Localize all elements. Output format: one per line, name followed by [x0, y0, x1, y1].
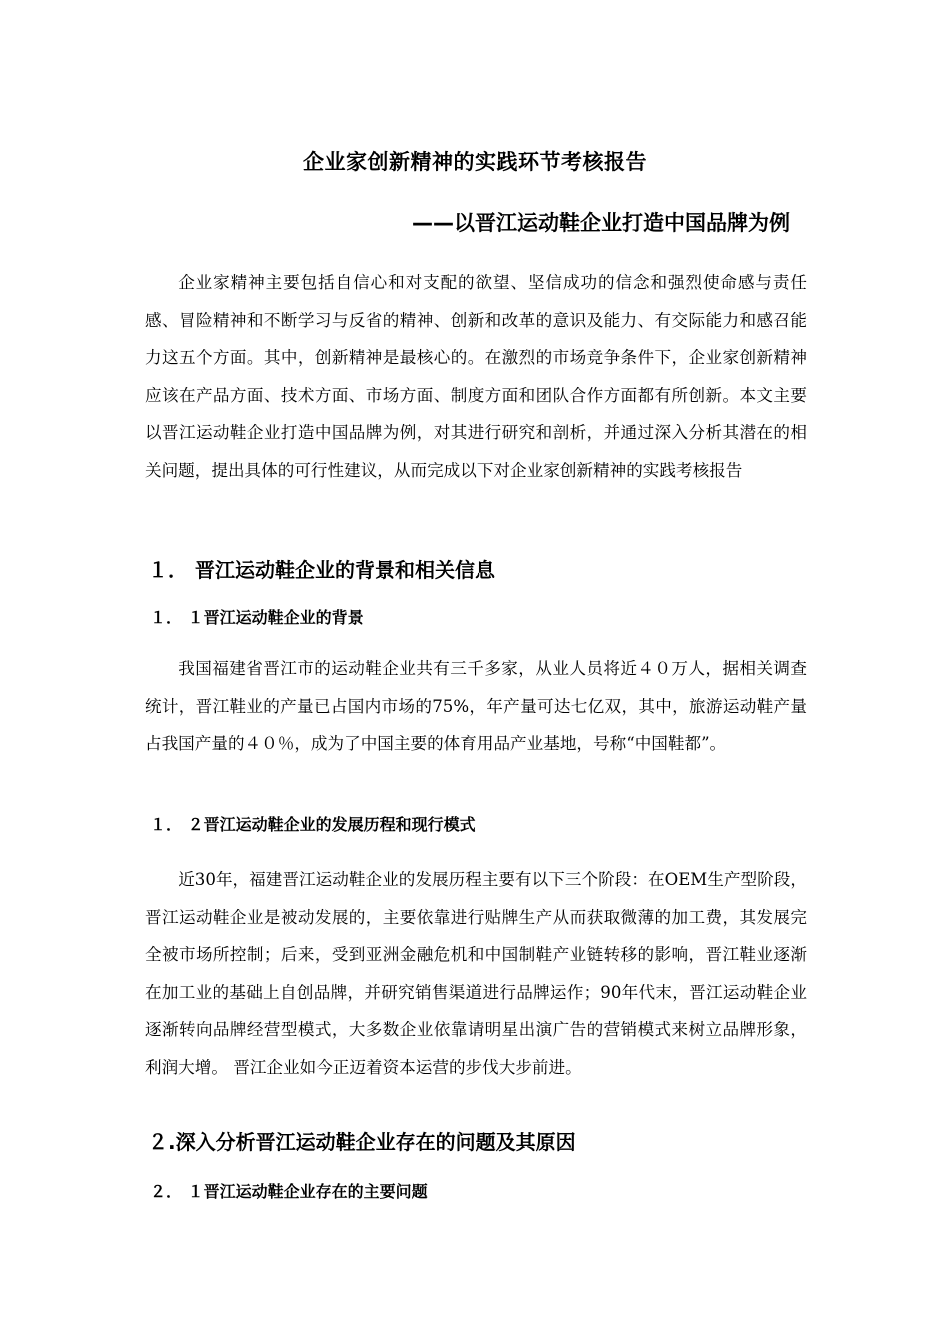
section-1-1-heading: １． １晋江运动鞋企业的背景	[150, 608, 364, 627]
section-1-2-heading: １． ２晋江运动鞋企业的发展历程和现行模式	[150, 815, 476, 834]
section-1-2-paragraph: 近30年，福建晋江运动鞋企业的发展历程主要有以下三个阶段：在OEM生产型阶段，晋江运动鞋企业是被动发展的，主要依靠进行贴牌生产从而获取微薄的加工费，其发展完全被市场所控制；后来，受到亚洲金融危机和中国制鞋产业链转移的影响，晋江鞋业逐渐在加工业的基础上自创品牌，并研究销售渠道进行品牌运作；90年代末，晋江运动鞋企业逐渐转向品牌经营型模式，大多数企业依靠请明星出演广告的营销模式来树立品牌形象，利润大增。 晋江企业如今正迈着资本运营的步伐大步前进。	[145, 870, 807, 1077]
document-title: 企业家创新精神的实践环节考核报告	[303, 150, 647, 174]
section-1-heading: １． 晋江运动鞋企业的背景和相关信息	[148, 558, 495, 582]
section-2-heading: ２.深入分析晋江运动鞋企业存在的问题及其原因	[148, 1130, 576, 1154]
section-2-1-heading: ２． １晋江运动鞋企业存在的主要问题	[150, 1182, 428, 1201]
document-subtitle: ——以晋江运动鞋企业打造中国品牌为例	[412, 211, 790, 235]
section-1-1-paragraph: 我国福建省晋江市的运动鞋企业共有三千多家，从业人员将近４０万人，据相关调查统计，晋江鞋业的产量已占国内市场的75%，年产量可达七亿双，其中，旅游运动鞋产量占我国产量的４０％，成为了中国主要的体育用品产业基地，号称“中国鞋都”。	[145, 659, 807, 753]
intro-paragraph: 企业家精神主要包括自信心和对支配的欲望、坚信成功的信念和强烈使命感与责任感、冒险精神和不断学习与反省的精神、创新和改革的意识及能力、有交际能力和感召能力这五个方面。其中，创新精神是最核心的。在激烈的市场竞争条件下，企业家创新精神应该在产品方面、技术方面、市场方面、制度方面和团队合作方面都有所创新。本文主要以晋江运动鞋企业打造中国品牌为例，对其进行研究和剖析，并通过深入分析其潜在的相关问题，提出具体的可行性建议，从而完成以下对企业家创新精神的实践考核报告	[145, 273, 807, 480]
